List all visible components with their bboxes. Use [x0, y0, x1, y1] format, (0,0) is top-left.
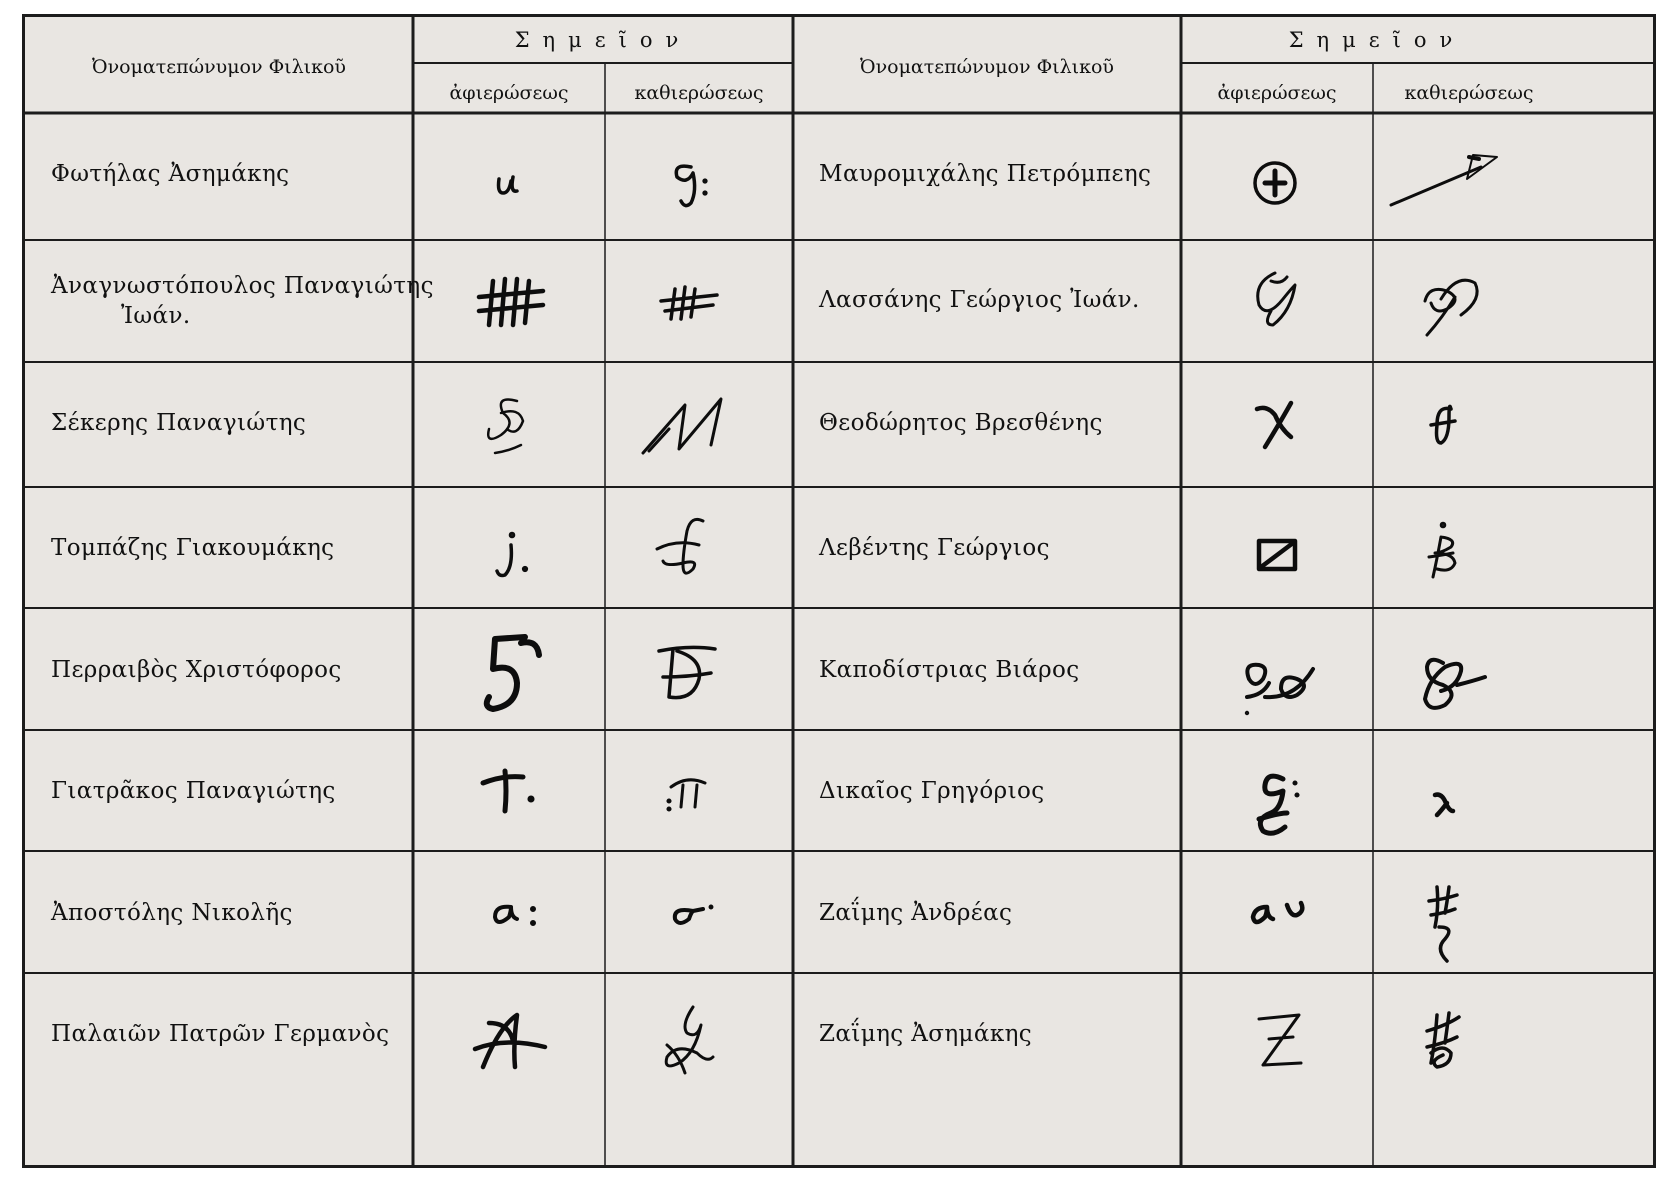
member-name-right-7: Ζαΐμης Ἀνδρέας	[819, 900, 1013, 926]
glyph-loop-s-icon	[1425, 660, 1485, 708]
member-name-left-5: Περραιβὸς Χριστόφορος	[51, 657, 342, 683]
glyph-ab-icon	[1246, 665, 1313, 714]
glyph-h-stem-icon	[1429, 887, 1457, 961]
glyph-lambda-icon	[1435, 795, 1453, 815]
glyph-pi-colon-icon	[668, 780, 705, 811]
member-name-right-1: Μαυρομιχάλης Πετρόμπεης	[819, 161, 1152, 187]
member-name-right-5: Καποδίστριας Βιάρος	[819, 657, 1080, 683]
glyph-chi-icon	[1257, 403, 1291, 447]
glyph-b-knot-icon	[1427, 1013, 1459, 1067]
glyph-u-mark-icon	[499, 177, 518, 193]
glyph-b-dot-icon	[1429, 523, 1455, 577]
glyph-cross-dot-icon	[483, 771, 533, 811]
member-name-left-8: Παλαιῶν Πατρῶν Γερμανὸς	[51, 1021, 390, 1047]
glyph-a-colon-icon	[495, 907, 535, 925]
sign-group-header-left: Σημεῖον	[514, 28, 692, 52]
dedication-header-right: ἀφιερώσεως	[1217, 82, 1337, 104]
glyph-theta-icon	[1431, 406, 1455, 443]
member-name-left-2-cont: Ἰωάν.	[121, 303, 191, 329]
consecration-header-right: καθιερώσεως	[1404, 82, 1534, 104]
glyph-a-cross-icon	[475, 1015, 545, 1067]
glyph-j-dot-icon	[497, 533, 527, 575]
signs-table	[22, 14, 1656, 1168]
member-name-right-8: Ζαΐμης Ἀσημάκης	[819, 1021, 1033, 1047]
glyph-d-cross-icon	[659, 647, 715, 697]
member-name-left-1: Φωτήλας Ἀσημάκης	[51, 161, 290, 187]
glyph-g-swirl-icon	[1425, 280, 1477, 335]
glyph-g-colon-icon	[676, 166, 706, 205]
member-name-right-6: Δικαῖος Γρηγόριος	[819, 778, 1045, 804]
glyph-av-icon	[1253, 903, 1302, 922]
member-name-right-2: Λασσάνης Γεώργιος Ἰωάν.	[819, 287, 1140, 313]
member-name-left-2: Ἀναγνωστόπουλος Παναγιώτης	[51, 273, 434, 299]
circle-cross-icon	[1255, 163, 1295, 203]
glyph-s-loop-icon	[488, 400, 523, 454]
glyph-hash-small-icon	[661, 287, 717, 319]
glyph-m-stroke-icon	[643, 399, 721, 453]
consecration-header-left: καθιερώσεως	[634, 82, 764, 104]
box-slash-icon	[1259, 541, 1295, 569]
sign-group-header-right: Σημεῖον	[1288, 28, 1466, 52]
glyph-loop-a-icon	[666, 1007, 713, 1073]
glyph-five-icon	[487, 637, 539, 709]
arrow-icon	[1391, 155, 1497, 205]
member-name-left-7: Ἀποστόλης Νικολῆς	[51, 900, 293, 926]
member-name-left-3: Σέκερης Παναγιώτης	[51, 410, 307, 436]
member-name-right-4: Λεβέντης Γεώργιος	[819, 535, 1050, 561]
glyph-f-loop-icon	[657, 519, 703, 573]
table-grid	[25, 17, 1653, 1165]
dedication-header-left: ἀφιερώσεως	[449, 82, 569, 104]
name-column-header-right: Ὀνοματεπώνυμον Φιλικοῦ	[860, 56, 1114, 78]
glyph-hash-icon	[479, 279, 543, 325]
member-name-left-6: Γιατρᾶκος Παναγιώτης	[51, 778, 336, 804]
glyph-g-big-icon	[1259, 776, 1298, 833]
glyph-z-icon	[1259, 1015, 1301, 1065]
glyph-sigma-icon	[675, 906, 712, 923]
member-name-right-3: Θεοδώρητος Βρεσθένης	[819, 410, 1103, 436]
glyph-g-hook-icon	[1258, 273, 1295, 325]
member-name-left-4: Τομπάζης Γιακουμάκης	[51, 535, 335, 561]
name-column-header-left: Ὀνοματεπώνυμον Φιλικοῦ	[92, 56, 346, 78]
